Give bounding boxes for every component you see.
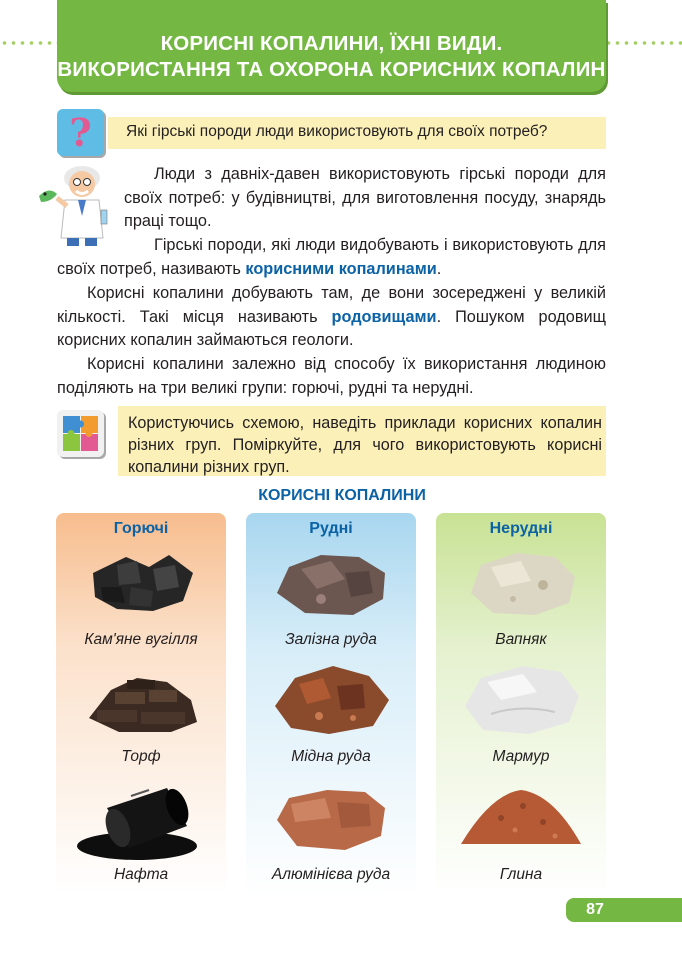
page-number: 87	[586, 901, 604, 918]
mineral-caption: Торф	[121, 748, 161, 765]
decorative-dots-left	[0, 40, 62, 46]
mineral-caption: Вапняк	[495, 631, 547, 648]
mineral-item	[56, 543, 226, 661]
page-number-tab	[566, 898, 682, 922]
paragraph-2	[57, 234, 606, 281]
term-useful-minerals: корисними копалинами	[245, 259, 437, 278]
clay-image	[451, 778, 591, 858]
mineral-caption: Кам'яне вугілля	[84, 631, 198, 648]
mineral-item	[246, 778, 416, 896]
marble-image	[451, 660, 591, 740]
mineral-item	[436, 543, 606, 661]
paragraph-4: Корисні копалини залежно від способу їх використання людиною поділяють на три великі групи: горючі, рудні та нерудні.	[57, 355, 606, 397]
group-combustible	[56, 513, 226, 896]
mineral-item	[246, 660, 416, 778]
question-mark-glyph: ?	[69, 109, 92, 155]
group-nonmetallic	[436, 513, 606, 896]
oil-image	[71, 778, 211, 864]
aluminium-ore-image	[261, 778, 401, 858]
copper-ore-image	[261, 660, 401, 740]
mineral-caption: Алюмінієва руда	[271, 866, 391, 883]
page-title-line1: КОРИСНІ КОПАЛИНИ, ЇХНІ ВИДИ.	[160, 32, 503, 55]
group-title-combustible: Горючі	[113, 520, 169, 537]
iron-ore-image	[261, 543, 401, 623]
scheme-title: КОРИСНІ КОПАЛИНИ	[258, 487, 426, 504]
paragraph-3-text-a: Корисні копалини добувають там, де вони зосереджені у великій кількості. Такі місця називають	[57, 284, 606, 326]
puzzle-icon	[57, 410, 104, 457]
group-title-nonmetallic: Нерудні	[489, 520, 553, 537]
page-title-line2: ВИКОРИСТАННЯ ТА ОХОРОНА КОРИСНИХ КОПАЛИН	[57, 58, 606, 81]
question-box	[108, 117, 606, 149]
group-title-ore: Рудні	[309, 520, 353, 537]
paragraph-1: Люди з давніх-давен використовують гірські породи для своїх потреб: у будівництві, для виготовлення посуду, знарядь праці тощо.	[124, 165, 606, 231]
peat-image	[71, 660, 211, 740]
paragraph-3	[57, 282, 606, 353]
mineral-item	[56, 778, 226, 896]
question-text: Які гірські породи люди використовують для своїх потреб?	[126, 123, 548, 140]
group-ore	[246, 513, 416, 896]
task-text: Користуючись схемою, наведіть приклади корисних копалин різних груп. Поміркуйте, для чого використовують корисні копалини різних груп.	[128, 414, 602, 476]
term-deposits: родовищами	[331, 307, 437, 326]
task-box	[118, 406, 606, 476]
paragraph-2-text-a: Гірські породи, які люди видобувають і використовують для своїх потреб, називають	[57, 236, 606, 278]
coal-image	[71, 543, 211, 623]
mineral-caption: Нафта	[113, 866, 169, 883]
mineral-caption: Глина	[499, 866, 543, 883]
mineral-caption: Залізна руда	[285, 631, 377, 648]
paragraph-2-text-b: .	[436, 259, 442, 278]
mineral-item	[436, 660, 606, 778]
mineral-item	[56, 660, 226, 778]
paragraph-3-text-b: . Пошуком родовищ корисних копалин займаються геологи.	[57, 307, 606, 350]
mineral-item	[436, 778, 606, 896]
mineral-caption: Мармур	[492, 748, 550, 765]
title-banner	[57, 0, 606, 92]
question-icon	[57, 109, 104, 156]
mineral-caption: Мідна руда	[291, 748, 371, 765]
decorative-dots-right	[604, 40, 682, 46]
limestone-image	[451, 543, 591, 623]
mineral-item	[246, 543, 416, 661]
